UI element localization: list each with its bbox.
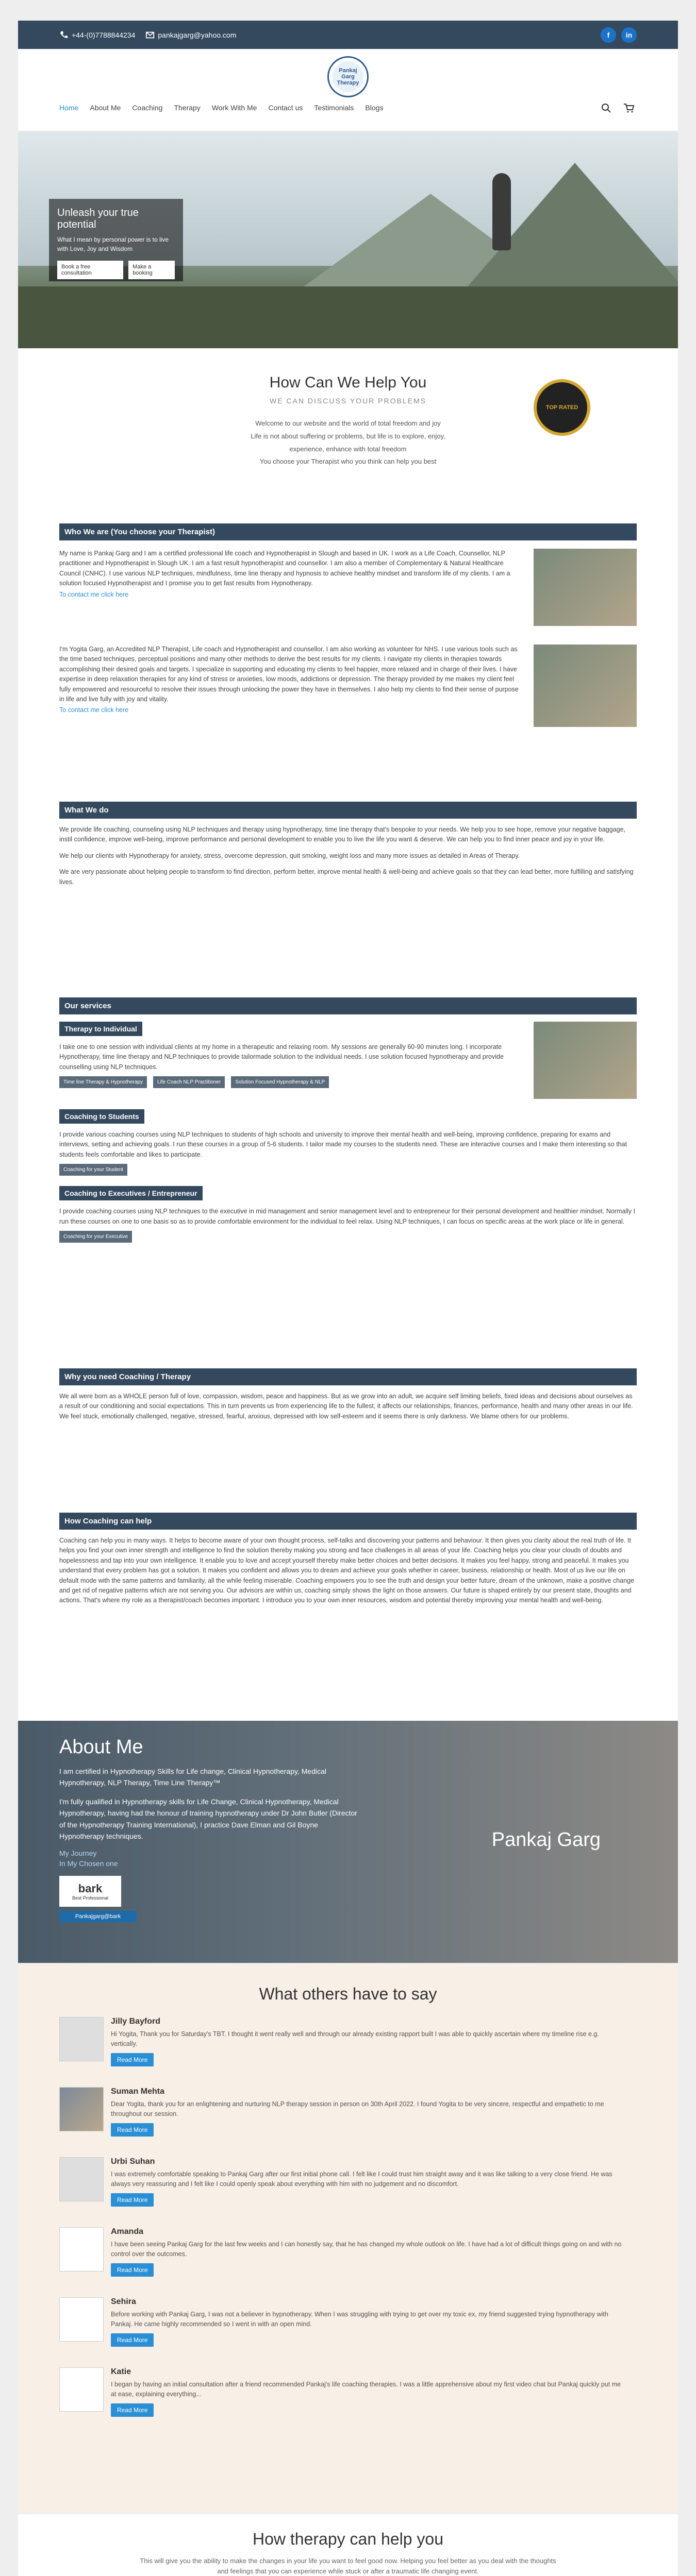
- bark-logo-text: bark: [78, 1882, 103, 1895]
- hero-ground: [18, 286, 678, 348]
- section-heading: Who We are (You choose your Therapist): [59, 523, 637, 540]
- testimonial-name: Urbi Suhan: [111, 2157, 155, 2166]
- testimonial-name: Amanda: [111, 2227, 144, 2236]
- hero-text: What I mean by personal power is to live with Love, Joy and Wisdom: [57, 236, 169, 252]
- hero-box: [49, 199, 183, 281]
- section-heading: What We do: [59, 802, 637, 819]
- contact-link[interactable]: To contact me click here: [59, 706, 129, 714]
- nav-work-with-me[interactable]: Work With Me: [211, 104, 257, 112]
- testimonial-card: [59, 2367, 637, 2424]
- avatar: [59, 2017, 104, 2061]
- service-tag[interactable]: Life Coach NLP Practitioner: [153, 1076, 225, 1088]
- testimonial-text: I was extremely comfortable speaking to Pankaj Garg after our first initial phone call. I felt like I could trust him straight away and it was like talking to a very close friend. He was always very reassuring and I felt like I could openly speak about everything with him with no judgement and no discomfort.: [111, 2171, 612, 2188]
- read-more-button[interactable]: Read More: [111, 2123, 154, 2137]
- nav-therapy[interactable]: Therapy: [174, 104, 201, 112]
- testimonial-text: Dear Yogita, thank you for an enlightening and nurturing NLP therapy session in person on 30th April 2022. I found Yogita to be very sincere, respectful and empathetic to me throughout our session.: [111, 2100, 604, 2117]
- testimonial-name: Suman Mehta: [111, 2087, 165, 2096]
- service-text: I provide various coaching courses using NLP techniques to students of high schools and university to improve their mental health and well-being, improving confidence, preparing for exams and interviews, setting and achieving goals. I run these courses in a group of 5-6 students. I tailor made my courses to the students need. These are interactive courses and I make them interesting so that students feels comfortable and likes to participate.: [59, 1131, 627, 1158]
- nav-coaching[interactable]: Coaching: [132, 104, 163, 112]
- section-heading: How Coaching can help: [59, 1513, 637, 1530]
- badge-text: TOP RATED: [545, 404, 578, 411]
- linkedin-icon[interactable]: in: [621, 27, 637, 43]
- avatar: [59, 2227, 104, 2272]
- services-section: [18, 987, 678, 1358]
- top-rated-badge: [534, 379, 590, 436]
- therapy-text: This will give you the ability to make the changes in your life you want to feel good now. Helping you feel better as you deal with the thoughts and feelings that you can experience while stuck or after a traumatic life changing event.: [140, 2557, 556, 2575]
- bark-caption: Best Professional: [72, 1895, 109, 1901]
- testimonial-name: Jilly Bayford: [111, 2017, 161, 2026]
- bark-badge[interactable]: [59, 1876, 121, 1907]
- bark-profile-button[interactable]: Pankajgarg@bark: [59, 1911, 137, 1922]
- testimonial-card: [59, 2227, 637, 2284]
- section-subtitle: WE CAN DISCUSS YOUR PROBLEMS: [270, 397, 426, 405]
- phone-icon: [59, 30, 69, 40]
- free-consultation-button[interactable]: Book a free consultation: [57, 261, 123, 279]
- read-more-button[interactable]: Read More: [111, 2333, 154, 2347]
- testimonial-text: I began by having an initial consultation after a friend recommended Pankaj's life coaching therapies. I was a little apprehensive about my first video chat but Pankaj quickly put me at ease, explaining everything...: [111, 2381, 621, 2398]
- service-title: Coaching to Executives / Entrepreneur: [59, 1186, 203, 1200]
- intro-line: You choose your Therapist who you think can help you best: [259, 457, 437, 466]
- facebook-icon[interactable]: f: [601, 27, 616, 43]
- topbar-phone[interactable]: +44-(0)7788844234: [72, 30, 136, 39]
- testimonial-card: [59, 2087, 637, 2144]
- about-link[interactable]: My Journey: [59, 1849, 97, 1858]
- make-booking-button[interactable]: Make a booking: [128, 261, 175, 279]
- topbar-email[interactable]: pankajgarg@yahoo.com: [158, 30, 237, 39]
- about-link[interactable]: In My Chosen one: [59, 1859, 118, 1868]
- contact-link[interactable]: To contact me click here: [59, 590, 129, 598]
- therapist-photo: [534, 549, 637, 626]
- about-name: Pankaj Garg: [491, 1829, 601, 1851]
- what-we-do-text: We help our clients with Hypnotherapy for anxiety, stress, overcome depression, quit smoking, weight loss and many more issues as detailed in Areas of Therapy.: [59, 852, 520, 859]
- how-can-we-help-section: [18, 348, 678, 513]
- service-text: I provide coaching courses using NLP techniques to the executive in mid management and senior management level and to entrepreneur for their personal development and healthier mindset. Normally I run these courses on one to one basis so as to provide comfortable environment for the individual to feel relax. Using NLP techniques, I can focus on specific areas at the work place or life in general.: [59, 1208, 636, 1225]
- about-title: About Me: [59, 1736, 143, 1758]
- avatar: [59, 2367, 104, 2412]
- testimonial-card: [59, 2017, 637, 2074]
- service-tag[interactable]: Coaching for your Executive: [59, 1231, 132, 1243]
- hero-title: Unleash your true potential: [57, 207, 139, 230]
- intro-line: experience, enhance with total freedom: [289, 445, 407, 453]
- why-need-section: [18, 1358, 678, 1502]
- testimonial-text: I have been seeing Pankaj Garg for the last few weeks and I can honestly say, that he has changed my whole outlook on life. I have had a lot of difficult things going on and with no control over the outcomes.: [111, 2241, 622, 2258]
- why-need-text: We all were born as a WHOLE person full of love, compassion, wisdom, peace and happiness. But as we grow into an adult, we acquire self limiting beliefs, fixed ideas and decisions about ourselves as a result of our conditioning and social expectations. This in turn prevents us from experiencing life to the fullest, it affects our relationships, finances, performance, health and many other areas in our life. We feel stuck, emotionally challenged, negative, stressed, fearful, anxious, depressed with low self-esteem and it seems there is only darkness. We blame others for our problems.: [59, 1393, 633, 1420]
- read-more-button[interactable]: Read More: [111, 2053, 154, 2066]
- what-we-do-section: [18, 791, 678, 987]
- about-text: I am certified in Hypnotherapy Skills for Life change, Clinical Hypnotherapy, Medical Hypnotherapy, NLP Therapy, Time Line Therapy™: [59, 1767, 326, 1787]
- site-logo[interactable]: [327, 56, 369, 97]
- testimonial-name: Katie: [111, 2367, 131, 2376]
- who-we-are-section: [18, 513, 678, 791]
- testimonial-card: [59, 2297, 637, 2354]
- bio-pankaj: My name is Pankaj Garg and I am a certified professional life coach and Hypnotherapist in Slough and based in UK. I work as a Life Coach, Counsellor, NLP practitioner and Hypnotherapist in Slough UK. I am a fast result hypnotherapist and counsellor. I am also a member of Complementary & Natural Healthcare Council (CNHC). I use various NLP techniques, mindfulness, time line therapy and hypnosis to achieve healthy mindset and transform life of my clients. I am a solution focused Hypnotherapist and I promise you to get fast results from Hypnotherapy.: [59, 550, 510, 587]
- section-title: How Can We Help You: [269, 374, 427, 391]
- section-heading: Why you need Coaching / Therapy: [59, 1368, 637, 1385]
- avatar: [59, 2297, 104, 2342]
- read-more-button[interactable]: Read More: [111, 2403, 154, 2417]
- testimonial-text: Before working with Pankaj Garg, I was not a believer in hypnotherapy. When I was struggling with trying to get over my toxic ex, my friend suggested trying hypnotherapy with Pankaj. He came highly recommended so I went in with an open mind.: [111, 2311, 608, 2328]
- therapist-photo: [534, 645, 637, 727]
- testimonial-name: Sehira: [111, 2297, 136, 2306]
- service-tag[interactable]: Time line Therapy & Hypnotherapy: [59, 1076, 147, 1088]
- hero-banner: [18, 132, 678, 348]
- intro-line: Life is not about suffering or problems, but life is to explore, enjoy,: [251, 432, 445, 440]
- bio-yogita: I'm Yogita Garg, an Accredited NLP Therapist, Life coach and Hypnotherapist and counsellor. I am also working as volunteer for NHS. I use various tools such as the time based techniques, perceptual positions and many other methods to derive the best results for my clients. I navigate my clients in therapies towards accomplishing their desired goals and targets. I specialize in supporting and educating my clients to feel happier, more relaxed and in charge of their lives. I have expertise in deep relaxation therapies for any kind of stress or anxieties, low moods, addictions or depression. The therapy provided by me makes my client feel fully empowered and resourceful to resolve their issues through unlocking the power they have in themselves. I also help my clients to find their sense of purpose in life and live fully with joy and vitality.: [59, 646, 519, 703]
- testimonial-text: Hi Yogita, Thank you for Saturday's TBT. I thought it went really well and through our already existing rapport built I was able to quickly ascertain where my timeline rise e.g. vertically.: [111, 2030, 599, 2047]
- nav-contact[interactable]: Contact us: [268, 104, 303, 112]
- service-photo: [534, 1022, 637, 1099]
- about-text: I'm fully qualified in Hypnotherapy skills for Life Change, Clinical Hypnotherapy, Medical Hypnotherapy, having had the honour of training hypnotherapy under Dr John Butler (Director of the Hypnotherapy Training International), I practice Dave Elman and Gil Boyne Hypnotherapy techniques.: [59, 1797, 357, 1840]
- section-title: How therapy can help you: [253, 2530, 443, 2548]
- search-icon[interactable]: [599, 100, 614, 116]
- nav-testimonials[interactable]: Testimonials: [314, 104, 354, 112]
- avatar: [59, 2087, 104, 2131]
- testimonials-section: [18, 1964, 678, 2513]
- intro-line: Welcome to our website and the world of total freedom and joy: [255, 419, 441, 427]
- service-title: Therapy to Individual: [59, 1022, 142, 1036]
- service-title: Coaching to Students: [59, 1109, 144, 1124]
- section-heading: Our services: [59, 997, 637, 1014]
- how-therapy-section: [18, 2514, 678, 2576]
- cart-icon[interactable]: [621, 100, 637, 116]
- how-coaching-text: Coaching can help you in many ways. It helps to become aware of your own thought process, self-talks and discovering your patterns and behaviour. It then gives you clarity about the real truth of life. It helps you find your own inner strength and intelligence to find the solution thereby making you strong and face challenges in all areas of your life. Coaching helps you clear your clouds of doubts and hopelessness and tap into your own intelligence. It enable you to love and accept yourself thereby make better choices and better decisions. It makes you feel happy, strong and peaceful. It makes you understand that every problem has got a solution. It makes you confident and allows you to dream and achieve your goals whether in career, business, relationship or health. Most of us live our life on default mode with the same patterns and familiarity, all the while feeling miserable. Coaching empowers you to see the truth and design your better future, dream of the unknown, make a positive change and get rid of negative patterns which are not serving you. Our advisors are within us, coaching simply shows the light on those answers. Our future is shaped entirely by our present state, thoughts and actions. That's where my role as a therapist/coach becomes important. I introduce you to your own inner resources, wisdom and potential thereby improving your mental health and well-being.: [59, 1537, 634, 1604]
- read-more-button[interactable]: Read More: [111, 2193, 154, 2207]
- mail-icon: [145, 30, 155, 40]
- hero-person: [492, 173, 511, 250]
- section-title: What others have to say: [259, 1985, 437, 2003]
- testimonial-card: [59, 2157, 637, 2214]
- about-me-section: [18, 1721, 678, 1963]
- service-tag[interactable]: Solution Focused Hypnotherapy & NLP: [231, 1076, 329, 1088]
- service-text: I take one to one session with individual clients at my home in a therapeutic and relaxing room. My sessions are generally 60-90 minutes long. I incorporate Hypnotherapy, time line therapy and NLP techniques to provide tailormade solution to the individual needs. I use solution focused hypnotherapy and provide counselling using NLP techniques.: [59, 1043, 504, 1071]
- logo-text: Pankaj Garg Therapy: [333, 61, 363, 92]
- nav-about[interactable]: About Me: [90, 104, 121, 112]
- top-bar: [18, 21, 678, 49]
- avatar: [59, 2157, 104, 2201]
- nav-blogs[interactable]: Blogs: [365, 104, 384, 112]
- what-we-do-text: We are very passionate about helping people to transform to find direction, perform better, improve mental health & well-being and achieve goals so that they can lead better, more fulfilling and satisfying lives.: [59, 868, 634, 886]
- what-we-do-text: We provide life coaching, counseling using NLP techniques and therapy using hypnotherapy, time line therapy that's bespoke to your needs. We help you to see hope, remove your negative baggage, instil confidence, improve well-being, improve performance and personal development to enable you to live the life you want & deserve. We can help you to find inner peace and joy in your life.: [59, 826, 625, 843]
- read-more-button[interactable]: Read More: [111, 2263, 154, 2277]
- site-header: [18, 49, 678, 131]
- nav-home[interactable]: Home: [59, 104, 79, 112]
- main-nav: [59, 104, 383, 112]
- service-tag[interactable]: Coaching for your Student: [59, 1164, 127, 1176]
- how-coaching-section: [18, 1502, 678, 1721]
